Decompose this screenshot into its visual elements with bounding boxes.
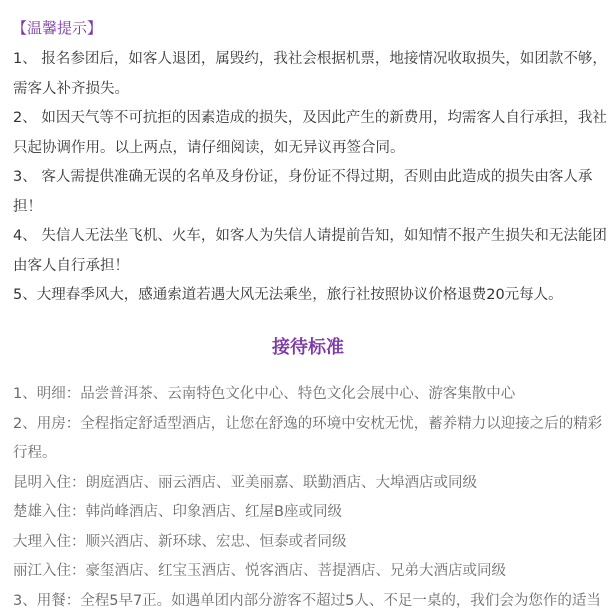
standards-item-meals: 3、用餐：全程5早7正。如遇单团内部分游客不超过5人、不足一桌的，我们会为您作的适当 — [13, 592, 601, 609]
standards-list — [13, 380, 609, 609]
standards-item-chuxiong-hotels: 楚雄入住：韩尚峰酒店、印象酒店、红屋B座或同级 — [13, 504, 342, 520]
section-title-reception-standards: 接待标准 — [272, 337, 344, 358]
notice-item-5: 5、大理春季风大，感通索道若遇大风无法乘坐，旅行社按照协议价格退费20元每人。 — [13, 287, 563, 303]
notice-list — [13, 45, 609, 311]
standards-item-details: 1、明细：品尝普洱茶、云南特色文化中心、特色文化会展中心、游客集散中心 — [13, 386, 516, 402]
notice-item-4: 4、 失信人无法坐飞机、火车，如客人为失信人请提前告知，如知情不报产生损失和无法能团由客人自行承担！ — [13, 228, 607, 274]
notice-item-3: 3、 客人需提供准确无误的名单及身份证，身份证不得过期，否则由此造成的损失由客人承担！ — [13, 169, 593, 215]
notice-item-1: 1、 报名参团后，如客人退团，属毁约，我社会根据机票，地接情况收取损失，如团款不够，需客人补齐损失。 — [13, 51, 607, 97]
notice-item-2: 2、 如因天气等不可抗拒的因素造成的损失，及因此产生的新费用，均需客人自行承担，我社只起协调作用。以上两点，请仔细阅读，如无异议再签合同。 — [13, 110, 607, 156]
standards-item-lijiang-hotels: 丽江入住：豪玺酒店、红宝玉酒店、悦客酒店、菩提酒店、兄弟大酒店或同级 — [13, 563, 506, 579]
standards-item-kunming-hotels: 昆明入住：朗庭酒店、丽云酒店、亚美丽嘉、联勤酒店、大埠酒店或同级 — [13, 474, 477, 491]
standards-item-dali-hotels: 大理入住：顺兴酒店、新环球、宏忠、恒泰或者同级 — [13, 533, 347, 550]
notice-heading: 【温馨提示】 — [12, 19, 103, 37]
standards-item-rooms: 2、用房：全程指定舒适型酒店，让您在舒逸的环境中安枕无忧，蓄养精力以迎接之后的精彩行程。 — [13, 415, 603, 461]
